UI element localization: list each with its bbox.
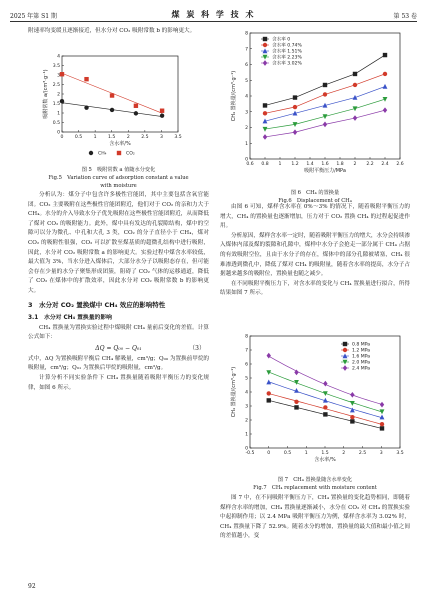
series-2-point xyxy=(160,109,164,113)
figure-5-caption-en-1: Fig.5 Variation curve of adsorption constant a value xyxy=(48,175,189,181)
series-5-point xyxy=(267,353,271,359)
series-2-point xyxy=(267,391,271,395)
y-tick-label: 1 xyxy=(245,141,248,147)
x-tick-label: 1 xyxy=(93,135,97,140)
legend-label: CH₄ xyxy=(98,151,107,157)
series-2-point xyxy=(293,105,297,109)
series-2-fit-line xyxy=(62,73,162,113)
series-3-point xyxy=(266,380,271,385)
figure-6-caption-en: Fig.6 Displacement of CH₄ xyxy=(278,198,352,204)
x-tick-label: 0 xyxy=(60,135,64,140)
series-1-point xyxy=(350,419,354,423)
series-5-point xyxy=(353,115,357,121)
series-3-point xyxy=(353,95,358,100)
equation-3-formula: ΔQ = Q₀₀ − Q₀₁ xyxy=(95,344,142,352)
legend-marker xyxy=(343,348,347,352)
y-tick-label: 3 xyxy=(245,404,248,410)
x-tick-label: 2 xyxy=(126,135,130,140)
equation-variables: 式中，ΔQ 为置换吸附平衡后 CH₄ 解吸量，cm³/g；Q₀₀ 为置换前甲烷的吸附量，cm³/g；Q₀₁ 为置换后甲烷的吸附量，cm³/g。 xyxy=(28,355,210,372)
series-2-point xyxy=(294,400,298,404)
x-tick-label: 2 xyxy=(342,451,346,456)
series-1-point xyxy=(60,99,64,103)
series-5-point xyxy=(383,107,387,113)
x-tick-label: 2 xyxy=(353,162,357,167)
legend-label: 1.6 MPa xyxy=(352,354,371,360)
equation-3 xyxy=(28,343,209,355)
series-1-point xyxy=(380,426,384,430)
series-2-point xyxy=(110,93,114,97)
legend-marker xyxy=(343,342,347,346)
figure-7-caption-en: Fig.7 CH₄ replacement with moisture content xyxy=(253,485,377,491)
figure-5-caption-en-2: with moisture xyxy=(100,183,137,189)
y-tick-label: 2.5 xyxy=(52,83,60,89)
series-1-point xyxy=(353,72,357,76)
left-column-body xyxy=(28,191,209,393)
x-tick-label: 3.5 xyxy=(174,135,182,140)
x-axis-label: 吸附平衡压力/MPa xyxy=(304,168,346,174)
figure-6 xyxy=(220,27,410,204)
series-4-point xyxy=(380,409,385,414)
y-tick-label: 7 xyxy=(245,348,248,354)
x-tick-label: 0.5 xyxy=(283,451,292,456)
figure-5 xyxy=(28,50,209,189)
volume-label: 第 53 卷 xyxy=(393,13,417,20)
series-2-point xyxy=(380,422,384,426)
x-tick-label: 1.2 xyxy=(291,162,299,167)
x-axis-label: 含水率/% xyxy=(314,457,336,463)
figure-7-chart xyxy=(220,330,410,472)
legend-label: 含水率 3.02% xyxy=(272,61,302,67)
figure-6-caption-cn: 图 6 CH₄ 的置换量 xyxy=(290,190,340,196)
y-tick-label: 2 xyxy=(245,126,248,132)
legend-label: 0.8 MPa xyxy=(352,342,371,348)
series-2-point xyxy=(134,104,138,108)
series-5-point xyxy=(323,121,327,127)
figure-7-intro: 在不同吸附平衡压力下，对含水率的变化与 CH₄ 置换量进行拟合，所得结果如图 7 所示。 xyxy=(220,280,410,297)
y-axis-label: CH₄ 置换量/(cm³·g⁻¹) xyxy=(231,366,237,418)
legend-label: 含水率 2.23% xyxy=(272,55,302,61)
y-tick-label: 1.5 xyxy=(52,102,60,108)
y-tick-label: 6 xyxy=(245,63,248,69)
equation-3-number: （3） xyxy=(189,344,205,352)
legend-marker xyxy=(263,60,267,66)
series-5-point xyxy=(263,134,267,140)
series-1-point xyxy=(323,83,327,87)
y-tick-label: 8 xyxy=(245,334,248,340)
series-1-point xyxy=(134,111,138,115)
series-2-point xyxy=(350,415,354,419)
legend-label: 2.4 MPa xyxy=(352,366,371,372)
y-tick-label: 4 xyxy=(245,390,248,396)
legend-marker xyxy=(343,365,347,371)
legend-marker xyxy=(263,37,267,41)
series-2-point xyxy=(383,72,387,76)
series-1-point xyxy=(323,412,327,416)
x-tick-label: 3.5 xyxy=(396,451,404,456)
y-axis-label: 吸附常数 a/(cm³·g⁻¹) xyxy=(43,69,49,119)
legend-marker xyxy=(117,151,121,155)
y-tick-label: 1 xyxy=(57,111,60,117)
legend-label: 含水率 0.74% xyxy=(272,43,302,49)
series-1-point xyxy=(294,405,298,409)
legend-label: 1.2 MPa xyxy=(352,348,371,354)
x-tick-label: 2.4 xyxy=(381,162,389,167)
legend-marker xyxy=(263,43,267,47)
x-axis-label: 含水率/% xyxy=(109,141,131,147)
left-column-top xyxy=(28,27,209,37)
series-1-point xyxy=(160,113,164,117)
x-tick-label: 1.4 xyxy=(306,162,314,167)
right-column-bottom xyxy=(220,494,410,542)
x-tick-label: 2.6 xyxy=(396,162,404,167)
y-tick-label: 4 xyxy=(57,54,60,60)
legend-label: 含水率 0 xyxy=(272,37,291,43)
series-3-point xyxy=(294,388,299,393)
right-column-middle xyxy=(220,203,410,299)
x-tick-label: 2.5 xyxy=(358,451,367,456)
header-rule xyxy=(10,21,417,22)
series-1-point xyxy=(110,108,114,112)
y-tick-label: 2 xyxy=(245,418,248,424)
x-tick-label: 1 xyxy=(304,451,308,456)
x-tick-label: 1.5 xyxy=(321,451,329,456)
y-tick-label: 5 xyxy=(245,78,248,84)
series-1-point xyxy=(267,398,271,402)
x-tick-label: 3 xyxy=(379,451,383,456)
y-tick-label: 4 xyxy=(245,94,248,100)
series-5-point xyxy=(350,392,354,398)
y-tick-label: 0 xyxy=(245,446,248,452)
series-4-point xyxy=(263,127,268,132)
y-tick-label: 3 xyxy=(245,110,248,116)
x-tick-label: 0.5 xyxy=(74,135,83,140)
page-number: 92 xyxy=(28,583,36,590)
x-tick-label: 1.8 xyxy=(336,162,344,167)
x-tick-label: 2.2 xyxy=(366,162,374,167)
x-tick-label: 1.5 xyxy=(108,135,116,140)
figure-5-caption-cn: 图 5 吸附常数 a 值随水分变化 xyxy=(81,167,156,173)
displacement-definition: CH₄ 置换量为置换实验过程中煤吸附 CH₄ 量前后变化的差值。计算公式如下： xyxy=(28,324,209,341)
figure-6-analysis: 由图 6 可知，煤样含水率在 0%～3% 的情况下，随着吸附平衡压力的增大，CH₄ 的置换量也逐渐增加，压力对于 CO₂ 置换 CH₄ 的过程起促进作用。 xyxy=(220,204,410,230)
y-tick-label: 0 xyxy=(57,130,60,136)
y-tick-label: 7 xyxy=(245,47,248,53)
section-3-1-heading: 3.1 水分对 CH₄ 置换量的影响 xyxy=(28,314,112,321)
series-1-point xyxy=(263,103,267,107)
issue-label: 2025 年第 S1 期 xyxy=(10,13,57,20)
series-5-point xyxy=(380,402,384,408)
x-tick-label: 0.8 xyxy=(261,162,269,167)
journal-title: 煤 炭 科 学 技 术 xyxy=(171,9,256,19)
series-5-point xyxy=(323,381,327,387)
section-3-heading: 3 水分对 CO₂ 置换煤中 CH₄ 效应的影响特性 xyxy=(28,300,166,309)
series-2-point xyxy=(84,77,88,81)
cause-analysis: 分析原因，煤样含水率一定时，随着吸附平衡压力的增大，水分会持续渗入煤体内部及煤的裂隙和孔隙中，煤样中水分子会抢走一部分属于 CH₄ 占据的有效吸附空位，且由于水分子的存在，煤体中的部分孔隙被堵塞，CH₄ 很难渗透到微孔中，降低了煤对 CH₄ 的吸附量，随着含水率的提高，水分子占据越来越多的吸附位，置换量也随之减少。 xyxy=(220,232,411,278)
intro-paragraph: 附速率均变缓且逐渐接近，但水分对 CO₂ 吸附常数 b 的影响更大。 xyxy=(28,28,196,34)
y-axis-label: CH₄ 置换量/(cm³·g⁻¹) xyxy=(231,70,237,122)
series-2-point xyxy=(263,111,267,115)
x-tick-label: 0.6 xyxy=(246,162,254,167)
y-tick-label: 3.5 xyxy=(52,64,60,70)
legend-marker xyxy=(89,151,93,155)
x-tick-label: 1 xyxy=(278,162,282,167)
figure-7-caption-cn: 图 7 CH₄ 置换量随含水率变化 xyxy=(277,477,353,483)
y-tick-label: 3 xyxy=(57,73,60,79)
plot-frame xyxy=(62,56,178,132)
legend-label: CO₂ xyxy=(126,151,135,157)
figure-7 xyxy=(220,330,410,491)
analysis-paragraph: 分析认为：煤分子中包含许多极性官能团，其中主要包括含氧官能团。CO₂ 主要吸附在这些极性官能团附近，他们对于 CO₂ 的亲和力大于 CH₄。水分的介入导致水分子优先吸附在这些极性官能团附近，从而降低了煤对 CO₂ 的吸附能力。此外，煤中具有发达的孔裂隙结构，煤中的空隙可以分为微孔、中孔和大孔 3 类，CO₂ 的分子直径小于 CH₄，煤对 CO₂ 的吸附性很强，CO₂ 可以扩散至煤基质的超微孔结构中进行吸附，因此，水分对 CO₂ 吸附常数 a 的影响更大。实验过程中煤含水率较低，最大值为 3%，当水分进入煤体后，大部分水分子以吸附态存在，但可能会存在少量的水分子聚集形成团簇，阻碍了 CO₂ 气体的运移通道，降低了 CO₂ 在煤体中的扩散效率，因此水分对 CO₂ 吸附常数 b 的影响更大。 xyxy=(28,192,209,294)
series-1-point xyxy=(383,53,387,57)
x-tick-label: 1.6 xyxy=(321,162,329,167)
y-tick-label: 6 xyxy=(245,362,248,368)
y-tick-label: 5 xyxy=(245,376,248,382)
y-tick-label: 0 xyxy=(245,157,248,163)
x-tick-label: 2.5 xyxy=(141,135,149,140)
x-tick-label: -0.5 xyxy=(245,451,255,456)
figure-5-chart xyxy=(28,50,209,162)
figure-6-intro: 计算分析不同实验条件下 CH₄ 置换量随着吸附平衡压力的变化规律，如图 6 所示。 xyxy=(28,374,209,391)
y-tick-label: 1 xyxy=(245,432,248,438)
running-header xyxy=(10,8,417,22)
figure-6-chart xyxy=(220,27,410,185)
x-tick-label: 3 xyxy=(159,135,163,140)
legend-label: 含水率 1.51% xyxy=(272,49,302,55)
series-2-point xyxy=(323,92,327,96)
y-tick-label: 2 xyxy=(57,92,60,98)
series-3-point xyxy=(383,84,388,89)
series-5-point xyxy=(293,129,297,135)
x-tick-label: 0 xyxy=(267,451,271,456)
series-1-point xyxy=(84,105,88,109)
legend-label: 2.0 MPa xyxy=(352,360,371,366)
series-2-point xyxy=(60,72,64,76)
series-2-point xyxy=(323,405,327,409)
y-tick-label: 0.5 xyxy=(52,121,60,127)
series-2-point xyxy=(353,83,357,87)
figure-7-analysis: 图 7 中，在不同吸附平衡压力下，CH₄ 置换量的变化趋势相同，即随着煤样含水率的增加，CH₄ 置换量逐渐减小，水分在 CO₂ 对 CH₄ 的置换实验中起抑制作用；以 2.4 MPa 吸附平衡压力为例，煤样含水率为 3.02% 时，CH₄ 置换量下降了 52.9%。随着水分的增加，置换量的最大值和最小值之间的差值越小，变 xyxy=(220,495,410,540)
series-1-point xyxy=(293,95,297,99)
y-tick-label: 8 xyxy=(245,31,248,37)
